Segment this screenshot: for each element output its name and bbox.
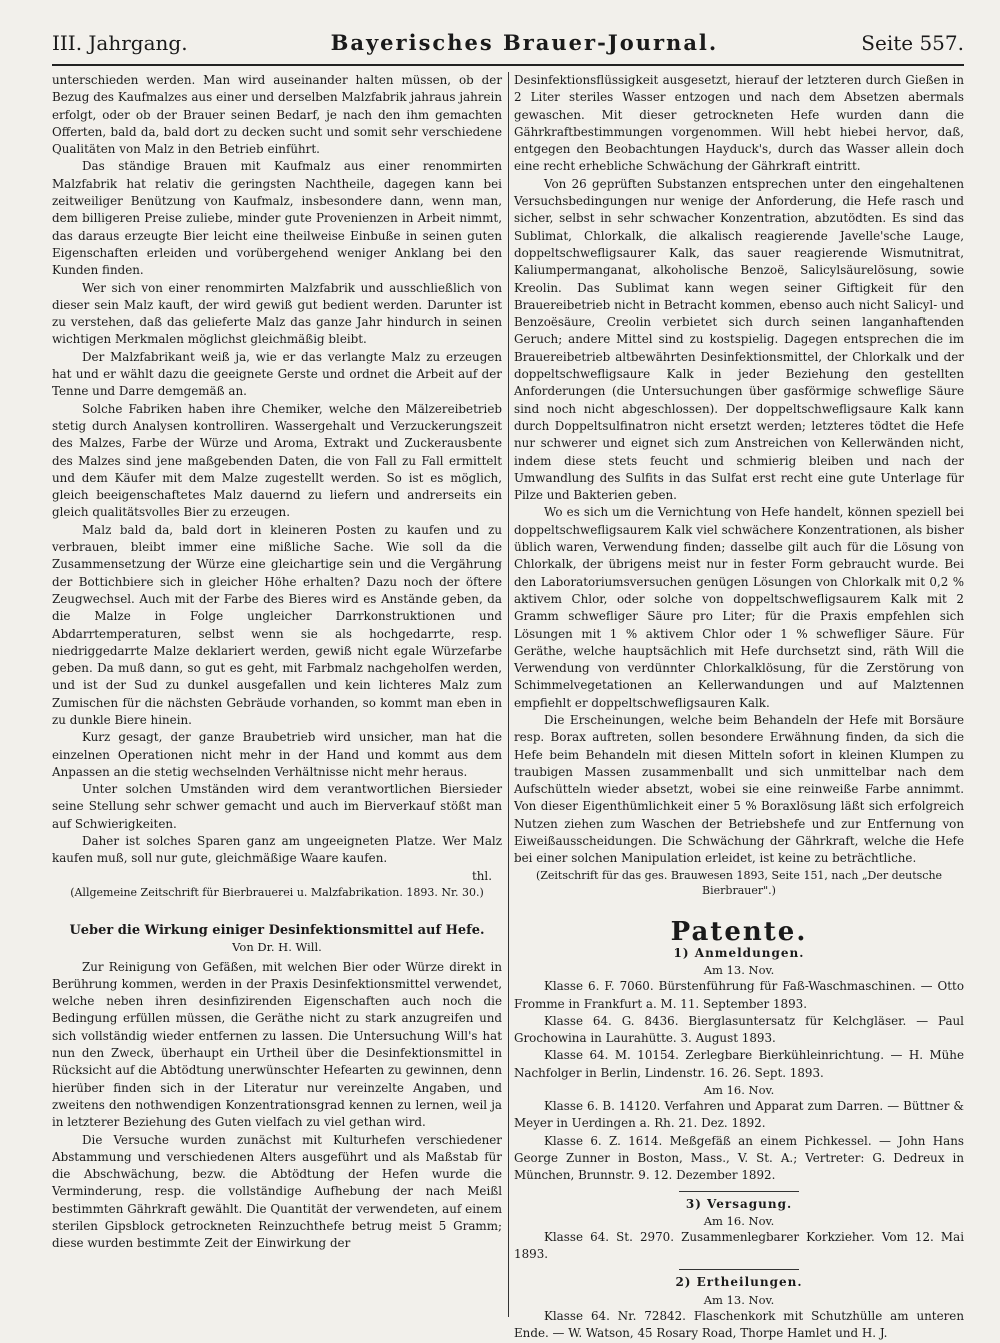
patent-entry: Klasse 64. Nr. 72842. Flaschenkork mit Schutzhülle am unteren Ende. — W. Watson, 45 Rosary Road, Thorpe Hamlet und H. J. — [514, 1308, 964, 1340]
entry-date: Am 16. Nov. — [703, 1083, 775, 1098]
source-citation: (Allgemeine Zeitschrift für Bierbrauerei u. Malzfabrikation. 1893. Nr. 30.) — [70, 885, 484, 899]
paragraph: Wo es sich um die Vernichtung von Hefe handelt, können speziell bei doppeltschwefligsaurem Kalk viel schwächere Konzentrationen, als bisher üblich waren, Verwendung finden; dasselbe gilt auch für die Lösung von Chlorkalk, der übrigens meist nur in fester Form gebraucht wurde. Bei den Laboratoriumsversuchen genügen Lösungen von Chlorkalk mit 0,2 % aktivem Chlor, oder solche von doppeltschwefligsaurem Kalk mit 2 Gramm schwefliger Säure pro Liter; für die Praxis empfehlen sich Lösungen mit 1 % aktivem Chlor oder 1 % schwefliger Säure. Für Geräthe, welche hauptsächlich mit Hefe durchsetzt sind, räth Will die Verwendung von verdünnter Chlorkalklösung, für die Zerstörung von Schimmelvegetationen an Kellerwandungen und auf Malztennen empfiehlt er doppeltschwefligsauren Kalk. — [514, 505, 964, 710]
right-column — [514, 72, 964, 1342]
paragraph: Das ständige Brauen mit Kaufmalz aus einer renommirten Malzfabrik hat relativ die geringsten Nachtheile, dagegen kann bei zeitweiliger Benützung von Kaufmalz, insbesondere dann, wenn man, dem billigeren Preise zuliebe, minder gute Provenienzen in Arbeit nimmt, das daraus erzeugte Bier leicht eine theilweise Einbuße in seinen guten Eigenschaften erleiden und vorübergehend weniger Anklang bei den Kunden finden. — [52, 159, 502, 278]
section-heading: 3) Versagung. — [685, 1196, 793, 1211]
column-divider — [508, 72, 509, 1317]
patent-entry: Klasse 64. G. 8436. Bierglasuntersatz für Kelchgläser. — Paul Grochowina in Laurahütte. 3. August 1893. — [514, 1013, 964, 1046]
paragraph: Kurz gesagt, der ganze Braubetrieb wird unsicher, man hat die einzelnen Operationen nicht mehr in der Hand und kommt aus dem Anpassen an die stetig wechselnden Verhältnisse nicht mehr heraus. — [52, 730, 502, 779]
article-byline: Von Dr. H. Will. — [232, 940, 322, 955]
paragraph: Daher ist solches Sparen ganz am ungeeigneten Platze. Wer Malz kaufen muß, soll nur gute, gleichmäßige Waare kaufen. — [52, 834, 502, 866]
paragraph: Malz bald da, bald dort in kleineren Posten zu kaufen und zu verbrauen, bleibt immer eine mißliche Sache. Wie soll da die Zusammensetzung der Würze eine gleichartige sein und die Vergährung der Bottichbiere sich in gleicher Höhe erhalten? Dazu noch der öftere Zeugwechsel. Auch mit der Farbe des Bieres wird es Anstände geben, da die Malze in Folge ungleicher Darrkonstruktionen und Abdarrtemperaturen, selbst wenn sie als hochgedarrte, resp. niedriggedarrte Malze deklariert werden, gewiß nicht egale Würzefarbe geben. Da muß dann, so gut es geht, mit Farbmalz nachgeholfen werden, und ist der Sud zu dunkel ausgefallen und kein lichteres Malz zum Zumischen für die nächsten Gebräude vorhanden, so kommt man eben in zu dunkle Biere hinein. — [52, 522, 502, 727]
page-number: Seite 557. — [861, 31, 964, 55]
patent-entry: Klasse 64. M. 10154. Zerlegbare Bierkühleinrichtung. — H. Mühe Nachfolger in Berlin, Lindenstr. 16. 26. Sept. 1893. — [514, 1048, 964, 1080]
header-rule — [52, 64, 964, 66]
paragraph: Desinfektionsflüssigkeit ausgesetzt, hierauf der letzteren durch Gießen in 2 Liter steriles Wasser entzogen und nach dem Absetzen abermals gewaschen. Mit dieser getrockneten Hefe wurden dann die Gährkraftbestimmungen vorgenommen. Will hebt hiebei hervor, daß, entgegen den Beobachtungen Hayduck's, durch das Wasser allein doch eine recht erhebliche Schwächung der Gährkraft eintritt. — [514, 73, 964, 174]
patents-title: Patente. — [670, 916, 808, 947]
paragraph: unterschieden werden. Man wird auseinander halten müssen, ob der Bezug des Kaufmalzes aus einer und derselben Malzfabrik jahraus jahrein erfolgt, oder ob der Brauer seinen Bedarf, je nach den ihm gemachten Offerten, bald da, bald dort zu decken sucht und somit sehr verschiedene Qualitäten von Malz in den Betrieb einführt. — [52, 73, 502, 157]
volume-label: III. Jahrgang. — [52, 31, 188, 55]
left-column — [52, 72, 502, 1342]
patent-entry: Klasse 6. Z. 1614. Meßgefäß an einem Pichkessel. — John Hans George Zunner in Boston, Mass., V. St. A.; Vertreter: G. Dedreux in München, Brunnstr. 9. 12. Dezember 1892. — [514, 1133, 964, 1183]
journal-title: Bayerisches Brauer-Journal. — [330, 30, 719, 55]
paragraph: Von 26 geprüften Substanzen entsprechen unter den eingehaltenen Versuchsbedingungen nur wenige der Anforderung, die Hefe rasch und sicher, selbst in sehr schwacher Konzentration, abzutödten. Es sind das Sublimat, Chlorkalk, die alkalisch reagierende Javelle'sche Lauge, doppeltschwefligsaurer Kalk, das sauer reagierende Wismutnitrat, Kaliumpermanganat, alkoholische Benzoë, Salicylsäurelösung, sowie Kreolin. Das Sublimat kann wegen seiner Giftigkeit für den Brauereibetrieb nicht in Betracht kommen, ebenso auch nicht Salicyl- und Benzoësäure, Creolin verbietet sich durch seinen langanhaftenden Geruch; andere Mittel sind zu kostspielig. Dagegen entsprechen die im Brauereibetrieb altbewährten Desinfektionsmittel, der Chlorkalk und der doppeltschwefligsaure Kalk in jeder Beziehung den gestellten Anforderungen (die Untersuchungen über gasförmige schweflige Säure sind noch nicht abgeschlossen). Der doppeltschwefligsaure Kalk kann durch Doppeltsulfinatron nicht ersetzt werden; letzteres tödtet die Hefe nur schwerer und eignet sich zum Anstreichen von Kellerwänden nicht, indem diese stets feucht und schmierig bleiben und nach der Umwandlung des Sulfits in das Sulfat erst recht eine gute Unterlage für Pilze und Bakterien geben. — [514, 176, 964, 503]
source-citation: (Zeitschrift für das ges. Brauwesen 1893, Seite 151, nach „Der deutsche Bierbrauer".) — [535, 868, 943, 897]
paragraph: Die Versuche wurden zunächst mit Kulturhefen verschiedener Abstammung und verschiedenen Alters ausgeführt und als Maßstab für die Abschwächung, bezw. die Abtödtung der Hefen wurde die Verminderung, resp. die vollständige Aufhebung der nach Meißl bestimmten Gährkraft gewählt. Die Quantität der verwendeten, auf einem sterilen Gipsblock getrockneten Reinzuchthefe betrug meist 5 Gramm; diese wurden bestimmte Zeit der Einwirkung der — [52, 1132, 502, 1251]
patent-entry: Klasse 6. B. 14120. Verfahren und Apparat zum Darren. — Büttner & Meyer in Uerdingen a. Rh. 21. Dez. 1892. — [514, 1099, 964, 1131]
section-heading: 1) Anmeldungen. — [673, 945, 805, 960]
section-heading: 2) Ertheilungen. — [675, 1275, 803, 1290]
patent-entry: Klasse 6. F. 7060. Bürstenführung für Faß-Waschmaschinen. — Otto Fromme in Frankfurt a. M. 11. September 1893. — [514, 979, 964, 1011]
section-rule — [679, 1191, 799, 1192]
entry-date: Am 16. Nov. — [703, 1213, 775, 1228]
article-title: Ueber die Wirkung einiger Desinfektionsmittel auf Hefe. — [69, 922, 485, 938]
page-header — [52, 30, 964, 60]
paragraph: Die Erscheinungen, welche beim Behandeln der Hefe mit Borsäure resp. Borax auftreten, sollen besondere Erwähnung finden, da sich die Hefe beim Behandeln mit diesen Mitteln sofort in kleinen Klumpen zu traubigen Massen zusammenballt und sich unmittelbar nach dem Aufschütteln wieder absetzt, wobei sie eine reinweiße Farbe annimmt. Von dieser Eigenthümlichkeit einer 5 % Boraxlösung läßt sich erfolgreich Nutzen ziehen zum Waschen der Betriebshefe und zur Entfernung von Eiweißausscheidungen. Die Schwächung der Gährkraft, welche die Hefe bei einer solchen Manipulation erleidet, ist keine zu beträchtliche. — [514, 712, 964, 866]
author-signature: thl. — [471, 868, 492, 883]
paragraph: Der Malzfabrikant weiß ja, wie er das verlangte Malz zu erzeugen hat und er wählt dazu die geeignete Gerste und ordnet die Arbeit auf der Tenne und Darre demgemäß an. — [52, 349, 502, 399]
paragraph: Unter solchen Umständen wird dem verantwortlichen Biersieder seine Stellung sehr schwer gemacht und auch im Bierverkauf stößt man auf Schwierigkeiten. — [52, 782, 502, 831]
patent-entry: Klasse 64. St. 2970. Zusammenlegbarer Korkzieher. Vom 12. Mai 1893. — [514, 1229, 964, 1262]
entry-date: Am 13. Nov. — [703, 963, 775, 978]
paragraph: Wer sich von einer renommirten Malzfabrik und ausschließlich von dieser sein Malz kauft, der wird gewiß gut bedient werden. Darunter ist zu verstehen, daß das gelieferte Malz das ganze Jahr hindurch in seinen wichtigen Merkmalen möglichst gleichmäßig bleibt. — [52, 280, 502, 347]
entry-date: Am 13. Nov. — [703, 1292, 775, 1307]
paragraph: Zur Reinigung von Gefäßen, mit welchen Bier oder Würze direkt in Berührung kommen, werden in der Praxis Desinfektionsmittel verwendet, welche neben ihren desinfizirenden Eigenschaften auch noch die Bedingung erfüllen müssen, die Geräthe nicht zu stark anzugreifen und sich vollständig wieder entfernen zu lassen. Die Untersuchung Will's hat nun den Zweck, überhaupt ein Urtheil über die Desinfektionsmittel in Rücksicht auf die Abtödtung unerwünschter Hefearten zu gewinnen, denn hierüber finden sich in der Literatur nur vereinzelte Angaben, und zweitens den nothwendigen Konzentrationsgrad kennen zu lernen, weil ja in letzterer Beziehung des Guten vielfach zu viel gethan wird. — [52, 959, 502, 1130]
text-columns — [52, 72, 964, 1342]
paragraph: Solche Fabriken haben ihre Chemiker, welche den Mälzereibetrieb stetig durch Analysen kontrolliren. Wassergehalt und Verzuckerungszeit des Malzes, Farbe der Würze und Aroma, Extrakt und Zuckerausbente des Malzes sind jene maßgebenden Daten, die von Fall zu Fall ermittelt und dem Käufer mit dem Malze zugestellt werden. So ist es möglich, gleich beeigenschaftetes Malz dauernd zu liefern und andrerseits ein gleich qualitätsvolles Bier zu erzeugen. — [52, 401, 502, 520]
section-rule — [679, 1269, 799, 1270]
